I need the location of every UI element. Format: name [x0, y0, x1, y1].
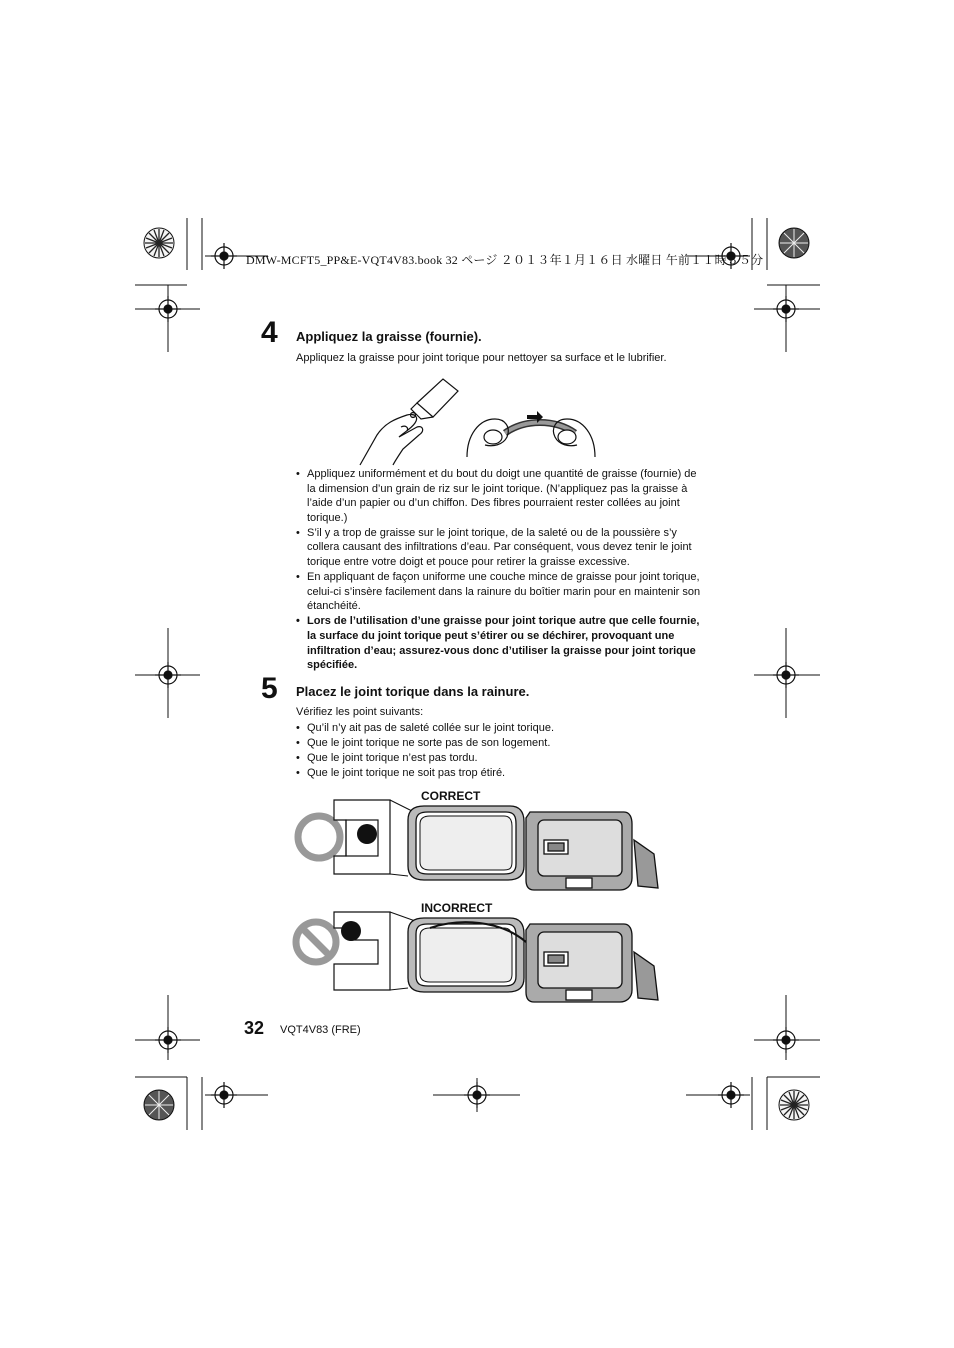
correct-label: CORRECT: [421, 789, 481, 803]
step-5-number: 5: [261, 672, 278, 705]
warning-list-item: • Lors de l’utilisation d’une graisse pour joint torique autre que celle fournie, la surface du joint torique peut s’étirer ou se déchirer, provoquant une infiltration d’eau; assurez-vous donc d’utiliser la graisse pour joint torique spécifiée.: [296, 614, 702, 672]
step-5-intro: Vérifiez les point suivants:: [296, 706, 424, 718]
correct-o-ring-illustration: [290, 796, 665, 896]
list-item: • En appliquant de façon uniforme une couche mince de graisse pour joint torique, celui-ci s’insère facilement dans la rainure du boîtier marin pour en maintenir son étanchéité.: [296, 570, 702, 614]
step-4-number: 4: [261, 316, 278, 349]
print-file-header: DMW-MCFT5_PP&E-VQT4V83.book 32 ページ ２０１３年１月１６日 水曜日 午前１１時３５分: [246, 253, 764, 267]
page-number: 32: [244, 1018, 265, 1038]
incorrect-o-ring-illustration: [290, 908, 665, 1008]
prohibited-icon: [296, 922, 336, 962]
step-4-intro: Appliquez la graisse pour joint torique pour nettoyer sa surface et le lubrifier.: [296, 352, 667, 364]
step-5-title: Placez le joint torique dans la rainure.: [296, 684, 530, 699]
step-4-title: Appliquez la graisse (fournie).: [296, 329, 482, 344]
list-item: • Que le joint torique ne sorte pas de son logement.: [296, 736, 702, 751]
step-5-bullets: [296, 721, 702, 781]
step-4-bullets: [296, 467, 702, 673]
list-item: • Que le joint torique n’est pas tordu.: [296, 751, 702, 766]
circle-ok-icon: [298, 816, 340, 858]
document-code: VQT4V83 (FRE): [280, 1024, 361, 1036]
list-item: • S’il y a trop de graisse sur le joint torique, de la saleté ou de la poussière s’y collera causant des infiltrations d’eau. Par conséquent, vous devez tenir le joint torique entre votre doigt et pouce pour retirer la graisse excessive.: [296, 526, 702, 570]
list-item: • Qu’il n’y ait pas de saleté collée sur le joint torique.: [296, 721, 702, 736]
incorrect-label: INCORRECT: [421, 901, 493, 915]
list-item: • Appliquez uniformément et du bout du doigt une quantité de graisse (fournie) de la dimension d’un grain de riz sur le joint torique. (N’appliquez pas la graisse à l’aide d’un papier ou d’un chiffon. Des fibres pourraient rester collées au joint torique.): [296, 467, 702, 525]
list-item: • Que le joint torique ne soit pas trop étiré.: [296, 766, 702, 781]
grease-application-illustration: [355, 375, 600, 467]
